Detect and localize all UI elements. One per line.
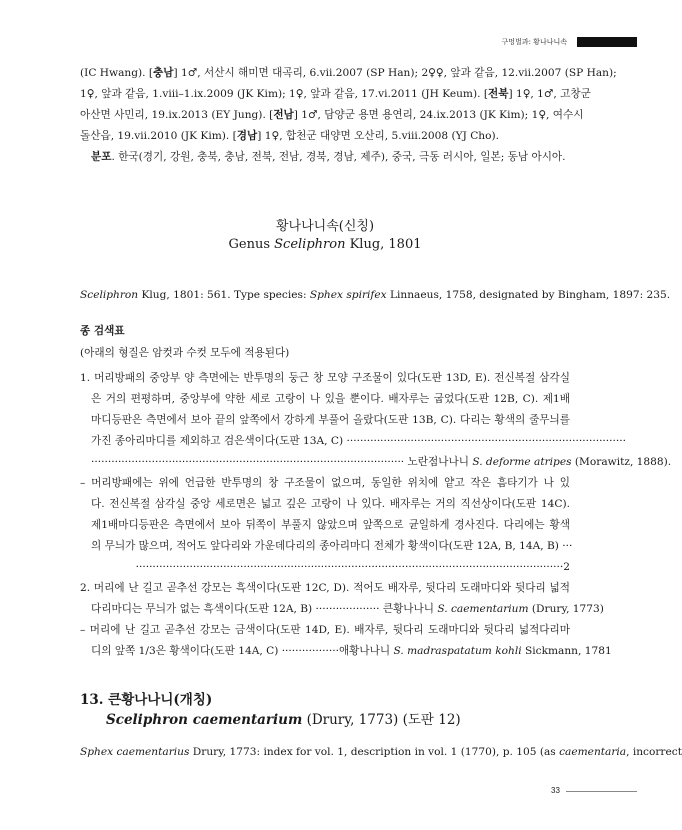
couplet-1-line-5: ····························································································· 노란점나나니 S. deforme atripes (Morawitz, 1888). bbox=[91, 456, 672, 468]
couplet-1b-line-5: ·······························································································································2 bbox=[135, 561, 570, 573]
couplet-1b-line-1: – 머리방패에는 위에 언급한 반투명의 창 구조물이 없으며, 동일한 위치에 얕고 작은 흠타기가 나 있 bbox=[80, 477, 570, 489]
couplet-1-line-3: 마디등판은 측면에서 보아 끝의 앞쪽에서 강하게 부풀어 올랐다(도판 13B, C). 다리는 황색의 줄무늬를 bbox=[91, 414, 570, 426]
running-title: 구멍벌과: 황나나니속 bbox=[501, 38, 567, 46]
specimen-line-1: (IC Hwang). [충남] 1♂, 서산시 해미면 대곡리, 6.vii.2007 (SP Han); 2♀♀, 앞과 같음, 12.vii.2007 (SP Han); bbox=[80, 67, 617, 79]
page-number: 33 bbox=[551, 786, 560, 795]
key-note: (아래의 형질은 암컷과 수컷 모두에 적용된다) bbox=[80, 347, 290, 359]
couplet-1b-line-3: 제1배마디등판은 측면에서 보아 뒤쪽이 부풀지 않았으며 앞쪽으로 균일하게 경사진다. 다리에는 황색 bbox=[91, 519, 570, 531]
couplet-1-line-4: 가진 종아리마디를 제외하고 검은색이다(도판 13A, C) ··················································································· bbox=[91, 435, 627, 447]
key-heading: 종 검색표 bbox=[80, 325, 125, 337]
header-bar bbox=[577, 37, 637, 47]
couplet-2-line-2: 다리마디는 무늬가 없는 흑색이다(도판 12A, B) ··················· 큰황나나니 S. caementarium (Drury, 1773) bbox=[91, 603, 604, 615]
couplet-1-line-1: 1. 머리방패의 중앙부 양 측면에는 반투명의 둥근 창 모양 구조물이 있다(도판 13D, E). 전신복절 삼각실 bbox=[80, 372, 570, 384]
running-header bbox=[502, 36, 637, 48]
couplet-1-line-2: 은 거의 편평하며, 중앙부에 약한 세로 고랑이 나 있을 뿐이다. 배자루는 굽었다(도판 12B, C). 제1배 bbox=[91, 393, 570, 405]
specimen-line-3: 아산면 사민리, 19.ix.2013 (EY Jung). [전남] 1♂, 담양군 용면 용연리, 24.ix.2013 (JK Kim); 1♀, 여수시 bbox=[80, 109, 584, 121]
specimen-line-2: 1♀, 앞과 같음, 1.viii–1.ix.2009 (JK Kim); 1♀, 앞과 같음, 17.vi.2011 (JH Keum). [전북] 1♀, 1♂, 고창군 bbox=[80, 88, 591, 100]
species-heading: 13. 큰황나나니(개칭) bbox=[80, 692, 213, 708]
couplet-2b-line-1: – 머리에 난 길고 곧추선 강모는 금색이다(도판 14D, E). 배자루, 뒷다리 도래마디와 뒷다리 넓적다리마 bbox=[80, 624, 570, 636]
synonym-citation: Sphex caementarius Drury, 1773: index for vol. 1, description in vol. 1 (1770), p. 105 (as caementaria, incorrect bbox=[80, 746, 682, 758]
couplet-1b-line-2: 다. 전신복절 삼각실 중앙 세로면은 넓고 깊은 고랑이 나 있다. 배자루는 거의 직선상이다(도판 14C). bbox=[91, 498, 570, 510]
couplet-1b-line-4: 의 무늬가 많으며, 적어도 앞다리와 가운데다리의 종아리마디 전체가 황색이다(도판 12A, B, 14A, B) ··· bbox=[91, 540, 573, 552]
genus-citation: Sceliphron Klug, 1801: 561. Type species: Sphex spirifex Linnaeus, 1758, designated by Bingham, 1897: 235. bbox=[80, 289, 671, 301]
distribution-line: 분포. 한국(경기, 강원, 충북, 충남, 전북, 전남, 경북, 경남, 제주), 중국, 극동 러시아, 일본; 동남 아시아. bbox=[91, 151, 566, 163]
couplet-2b-line-2: 디의 앞쪽 1/3은 황색이다(도판 14A, C) ·················애황나나니 S. madraspatatum kohli Sickmann, 1781 bbox=[91, 645, 612, 657]
genus-title-latin: Genus Sceliphron Klug, 1801 bbox=[228, 237, 422, 252]
specimen-line-4: 돌산읍, 19.vii.2010 (JK Kim). [경남] 1♀, 합천군 대양면 오산리, 5.viii.2008 (YJ Cho). bbox=[80, 130, 500, 142]
species-name: Sceliphron caementarium (Drury, 1773) (도판 12) bbox=[106, 712, 461, 728]
distribution-label: 분포 bbox=[91, 151, 112, 163]
footer-rule bbox=[566, 791, 637, 792]
couplet-2-line-1: 2. 머리에 난 길고 곧추선 강모는 흑색이다(도판 12C, D). 적어도 배자루, 뒷다리 도래마디와 뒷다리 넓적 bbox=[80, 582, 570, 594]
genus-title-korean: 황나나니속(신칭) bbox=[275, 219, 375, 234]
